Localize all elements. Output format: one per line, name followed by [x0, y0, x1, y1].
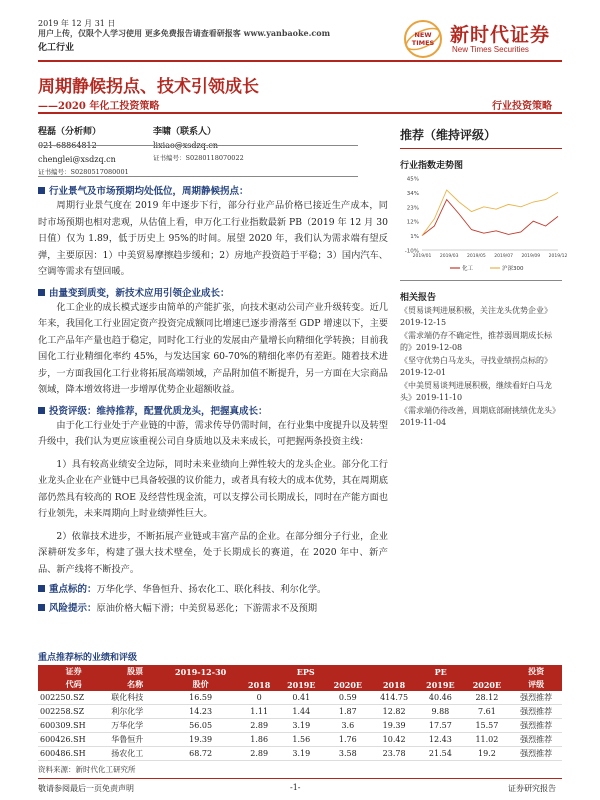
x-tick-label: 2019/05 [467, 254, 486, 259]
table-cell: 2.89 [240, 747, 278, 761]
table-cell: 56.05 [161, 719, 240, 733]
table-cell: 强烈推荐 [510, 705, 562, 719]
table-cell: 3.58 [325, 747, 372, 761]
table-cell: 1.87 [325, 705, 372, 719]
related-item[interactable]: 《需求端仍待改善，周期底部耐挑绩优龙头》2019-11-04 [400, 406, 560, 427]
risk-text: 原油价格大幅下滑；中美贸易恶化；下游需求不及预期 [96, 602, 318, 614]
analyst-bottom-divider [38, 176, 358, 177]
recommend-table-block [38, 650, 562, 775]
table-cell: 华鲁恒升 [109, 733, 161, 747]
table-cell: 19.2 [464, 747, 511, 761]
table-col-header: 评级 [510, 678, 562, 691]
rating-label: 推荐（维持评级） [400, 128, 497, 142]
table-cell: 强烈推荐 [510, 719, 562, 733]
analyst1-email[interactable]: chenglei@xsdzq.cn [38, 155, 116, 164]
table-cell: 68.72 [161, 747, 240, 761]
table-group-pe: PE [371, 665, 510, 678]
table-group-header [38, 665, 562, 678]
table-body [38, 691, 562, 761]
y-tick-label: 45% [406, 176, 419, 183]
table-group-code: 证券 [38, 665, 109, 678]
title-rule [38, 112, 562, 114]
table-cell: 强烈推荐 [510, 747, 562, 761]
index-chart-svg [400, 174, 568, 274]
table-cell: 11.02 [464, 733, 511, 747]
bullet-icon [38, 604, 45, 611]
section-3 [38, 403, 388, 451]
table-cell: 600486.SH [38, 747, 109, 761]
report-type: 行业投资策略 [492, 101, 552, 112]
table-cell: 17.57 [417, 719, 464, 733]
related-list [400, 305, 560, 430]
series-line-0 [422, 200, 558, 236]
recommend-table [38, 665, 562, 761]
section-3-title: 投资评级：维持推荐，配置优质龙头，把握真成长： [49, 405, 268, 417]
table-cell: 1.86 [240, 733, 278, 747]
table-cell: 002250.SZ [38, 691, 109, 705]
report-date: 2019 年 12 月 31 日 [38, 19, 116, 28]
table-cell: 19.39 [371, 719, 417, 733]
risk-title: 风险提示： [49, 602, 97, 614]
table-col-header: 2020E [325, 678, 372, 691]
table-cell: 强烈推荐 [510, 691, 562, 705]
table-cell: 15.57 [464, 719, 511, 733]
report-subtitle: ——2020 年化工投资策略 [38, 101, 160, 112]
y-tick-label: 1% [410, 234, 419, 241]
table-cell: 12.82 [371, 705, 417, 719]
section-1-title: 行业景气及市场预期均处低位，周期静候拐点： [49, 186, 249, 197]
analyst2-cert: 证书编号：S0280118070022 [153, 154, 244, 162]
table-cell: 0 [240, 691, 278, 705]
table-cell: 14.23 [161, 705, 240, 719]
industry-label: 化工行业 [38, 43, 75, 53]
table-cell: 414.75 [371, 691, 417, 705]
x-tick-label: 2019/09 [521, 254, 541, 259]
table-cell: 23.78 [371, 747, 417, 761]
table-col-header: 2019E [278, 678, 325, 691]
table-group-eps: EPS [240, 665, 371, 678]
table-cell: 1.44 [278, 705, 325, 719]
table-cell: 万华化学 [109, 719, 161, 733]
table-cell: 0.41 [278, 691, 325, 705]
table-group-price: 2019-12-30 [161, 665, 240, 678]
table-cell: 强烈推荐 [510, 733, 562, 747]
table-row [38, 705, 562, 719]
table-cell: 1.76 [325, 733, 372, 747]
table-col-header: 2018 [240, 678, 278, 691]
bullet-icon [38, 289, 45, 296]
table-cell: 1.56 [278, 733, 325, 747]
table-cell: 0.59 [325, 691, 372, 705]
table-cell: 16.59 [161, 691, 240, 705]
x-tick-label: 2019/12 [548, 254, 568, 259]
rating-rule [400, 148, 562, 149]
related-item[interactable]: 《需求端仍存不确定性，推荐弱周期成长标的》2019-12-08 [400, 331, 552, 352]
chart-heading: 行业指数走势图 [400, 161, 464, 171]
table-cell: 3.6 [325, 719, 372, 733]
table-cell: 利尔化学 [109, 705, 161, 719]
analyst2-name: 李啸（联系人） [153, 127, 217, 137]
bullet-icon [38, 187, 45, 194]
table-group-rating: 投资 [510, 665, 562, 678]
risk-warning [38, 601, 388, 618]
strategy-point-1: 1）具有较高业绩安全边际，同时未来业绩向上弹性较大的龙头企业。部分化工行业龙头企业在产业链中已具备较强的议价能力，或者具有较大的成本优势，其在周期底部仍然具有较高的 ROE 及经营性现金流，可以支撑公司长期成长，同时在产能方面也行业领先，未来周期向上时业绩弹性巨大。 [38, 458, 388, 519]
section-1-text: 周期行业景气度在 2019 年中逐步下行，部分行业产品价格已接近生产成本，同时市场预期也相对悲观，从估值上看，申万化工行业指数最新 PB（2019 年 12 月 30 日值）仅为 1.89，低于历史上 95%的时间。展望 2020 年，我们认为需求端有望反弹，主要原因：1）中美贸易摩擦趋步缓和；2）房地产投资趋于平稳；3）国内汽车、空调等需求有望回暖。 [38, 200, 388, 277]
table-cell: 21.54 [417, 747, 464, 761]
table-group-name: 股票 [109, 665, 161, 678]
related-heading: 相关报告 [400, 293, 437, 303]
related-item[interactable]: 《中美贸易谈判进展积极，继续看好白马龙头》2019-11-10 [400, 381, 552, 402]
x-tick-label: 2019/01 [412, 254, 432, 259]
table-cell: 9.88 [417, 705, 464, 719]
company-logo [402, 18, 444, 60]
legend-label-2: 沪深300 [502, 266, 524, 272]
legend-label-1: 化工 [462, 266, 474, 272]
table-cell: 1.11 [240, 705, 278, 719]
table-cell: 10.42 [371, 733, 417, 747]
section-2-title: 由量变到质变，新技术应用引领企业成长： [49, 287, 230, 299]
footer-disclaimer[interactable]: 敬请参阅最后一页免责声明 [38, 784, 134, 793]
watermark-text: 用户上传，仅限个人学习使用 更多免费报告请查看研报客 www.yanbaoke.com [38, 28, 331, 38]
table-col-header: 2019E [417, 678, 464, 691]
table-cell: 3.19 [278, 719, 325, 733]
main-body [38, 183, 388, 617]
table-source: 资料来源：新时代化工研究所 [38, 765, 136, 774]
table-cell: 19.39 [161, 733, 240, 747]
table-cell: 40.46 [417, 691, 464, 705]
company-name-en: New Times Securities [452, 45, 529, 54]
analyst-divider [38, 145, 358, 146]
section-1 [38, 183, 388, 281]
related-item[interactable]: 《贸易谈判进展积极，关注龙头优势企业》2019-12-15 [400, 306, 552, 327]
svg-text:NEW: NEW [414, 31, 432, 39]
y-tick-label: 34% [406, 190, 419, 197]
y-tick-label: 23% [406, 205, 419, 212]
page-number: -1- [290, 783, 301, 792]
analyst1-cert: 证书编号：S0280517080001 [38, 168, 129, 176]
x-tick-label: 2019/07 [494, 254, 513, 259]
table-cell: 600426.SH [38, 733, 109, 747]
key-stocks-text: 万华化学、华鲁恒升、扬农化工、联化科技、利尔化学。 [96, 584, 327, 595]
table-cell: 002258.SZ [38, 705, 109, 719]
section-2-text: 化工企业的成长模式逐步由简单的产能扩张，向技术驱动公司产业升级转变。近几年来，我国化工行业固定资产投资完成额同比增速已逐步滑落至 GDP 增速以下，主要化工产品年产量也趋于稳定，同时化工行业的发展由产量增长向精细化学转换；目前我国化工行业精细化率约 45%，与发达国家 60-70%的精细化率仍有差距。随着技术进步，一方面我国化工行业将拓展高端领域，产品附加值不断提升，另一方面在大宗商品领域，降本增效将进一步增厚优势企业超额收益。 [38, 301, 388, 395]
table-cell: 28.12 [464, 691, 511, 705]
company-name-cn: 新时代证券 [450, 24, 551, 46]
bullet-icon [38, 407, 45, 414]
table-cell: 12.43 [417, 733, 464, 747]
chart-divider [400, 280, 562, 281]
y-tick-label: 12% [406, 219, 419, 226]
report-title: 周期静候拐点、技术引领成长 [38, 77, 259, 97]
table-cell: 扬农化工 [109, 747, 161, 761]
header-rule [38, 60, 562, 62]
analyst1-name: 程磊（分析师） [38, 127, 102, 137]
table-col-header: 2018 [371, 678, 417, 691]
key-stocks [38, 582, 388, 599]
table-cell: 2.89 [240, 719, 278, 733]
index-chart [400, 174, 568, 274]
table-column-header [38, 678, 562, 691]
table-row [38, 691, 562, 705]
table-row [38, 747, 562, 761]
analyst1-phone: 021-68864812 [38, 141, 97, 150]
strategy-point-2: 2）依靠技术进步，不断拓展产业链或丰富产品的企业。在部分细分子行业，企业深耕研发多年，构建了强大技术壁垒，处于长期成长的赛道，在 2020 年中、新产品、新产线将不断投产。 [38, 530, 388, 575]
table-cell: 7.61 [464, 705, 511, 719]
table-col-header: 股价 [161, 678, 240, 691]
section-2 [38, 285, 388, 399]
y-tick-label: -10% [404, 248, 419, 255]
table-col-header: 2020E [464, 678, 511, 691]
table-cell: 联化科技 [109, 691, 161, 705]
table-title: 重点推荐标的业绩和评级 [38, 653, 138, 663]
footer-rule [38, 778, 562, 779]
table-cell: 600309.SH [38, 719, 109, 733]
table-cell: 3.19 [278, 747, 325, 761]
analyst2-email[interactable]: lixiao@xsdzq.cn [153, 141, 219, 150]
section-3-text: 由于化工行业处于产业链的中游，需求传导仍需时间，在行业集中度提升以及转型升级中，我们认为更应该重视公司自身质地以及未来成长，可把握两条投资主线： [38, 419, 388, 447]
table-col-header: 名称 [109, 678, 161, 691]
key-stocks-title: 重点标的： [49, 584, 97, 595]
series-line-1 [422, 190, 558, 236]
table-col-header: 代码 [38, 678, 109, 691]
x-tick-label: 2019/03 [439, 254, 459, 259]
footer-label: 证券研究报告 [508, 784, 556, 793]
svg-text:TIMES: TIMES [411, 39, 435, 47]
table-row [38, 733, 562, 747]
related-item[interactable]: 《坚守优势白马龙头，寻找业绩拐点标的》2019-12-01 [400, 356, 552, 377]
bullet-icon [38, 585, 45, 592]
table-row [38, 719, 562, 733]
